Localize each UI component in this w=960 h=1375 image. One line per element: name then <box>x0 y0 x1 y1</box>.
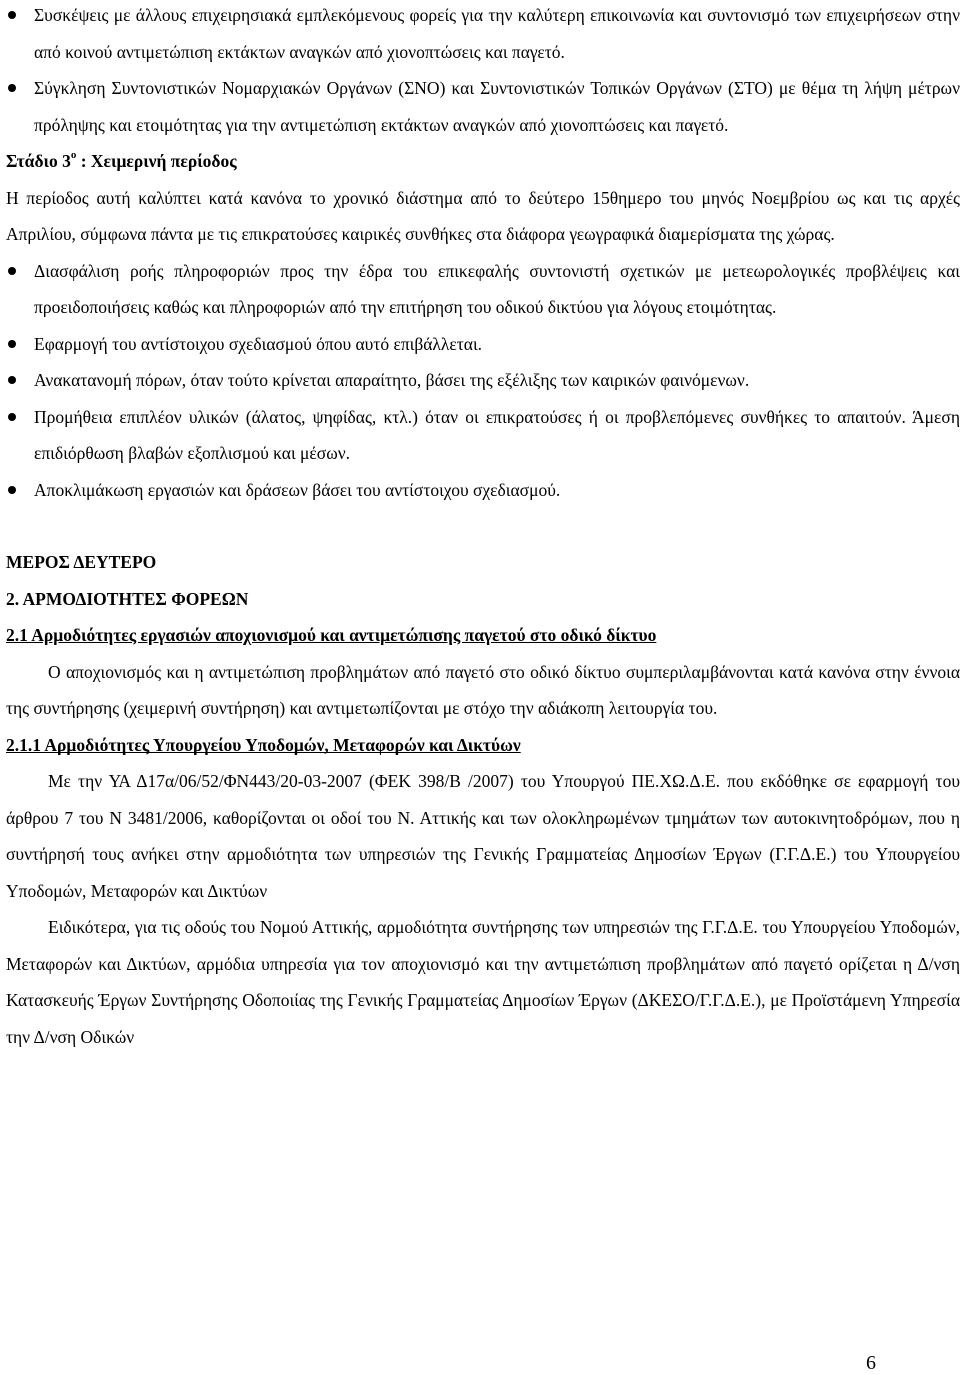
subsubsection-title: 2.1.1 Αρμοδιότητες Υπουργείου Υποδομών, Μεταφορών και Δικτύων <box>6 734 521 755</box>
bullet-dot-icon <box>8 84 16 92</box>
bullet-item <box>6 70 960 143</box>
stage3-intro: Η περίοδος αυτή καλύπτει κατά κανόνα το χρονικό διάστημα από το δεύτερο 15θημερο του μηνός Νοεμβρίου ως και τις αρχές Απριλίου, σύμφωνα πάντα με τις επικρατούσες καιρικές συνθήκες στα διάφορα γεωγραφικά διαμερίσματα της χώρας. <box>6 187 960 244</box>
bullet-text: Ανακατανομή πόρων, όταν τούτο κρίνεται απαραίτητο, βάσει της εξέλιξης των καιρικών φαινόμενων. <box>34 370 750 390</box>
subsection-title: 2.1 Αρμοδιότητες εργασιών αποχιονισμού και αντιμετώπισης παγετού στο οδικό δίκτυο <box>6 625 657 645</box>
bullet-dot-icon <box>8 340 16 348</box>
section-title: 2. ΑΡΜΟΔΙΟΤΗΤΕΣ ΦΟΡΕΩΝ <box>6 588 249 609</box>
bullet-text: Σύγκληση Συντονιστικών Νομαρχιακών Οργάνων (ΣΝΟ) και Συντονιστικών Τοπικών Οργάνων (ΣΤΟ) με θέμα τη λήψη μέτρων πρόληψης και ετοιμότητας για την αντιμετώπιση εκτάκτων αναγκών από χιονοπτώσεις και παγετό. <box>34 78 960 135</box>
document-page <box>6 0 960 1055</box>
bullet-dot-icon <box>8 376 16 384</box>
spacer <box>6 508 960 544</box>
subsubsection-paragraph: Ειδικότερα, για τις οδούς του Νομού Αττικής, αρμοδιότητα συντήρησης των υπηρεσιών της Γ.Γ.Δ.Ε. του Υπουργείου Υποδομών, Μεταφορών και Δικτύων, αρμόδια υπηρεσία για τον αποχιονισμό και την αντιμετώπιση προβλημάτων από παγετό ορίζεται η Δ/νση Κατασκευής Έργων Συντήρησης Οδοποιίας της Γενικής Γραμματείας Δημοσίων Έργων (ΔΚΕΣΟ/Γ.Γ.Δ.Ε.), με Προϊστάμενη Υπηρεσία την Δ/νση Οδικών <box>6 917 960 1047</box>
part-heading: ΜΕΡΟΣ ΔΕΥΤΕΡΟ <box>6 552 157 572</box>
page-number: 6 <box>866 1352 876 1374</box>
bullet-dot-icon <box>8 486 16 494</box>
bullet-dot-icon <box>8 413 16 421</box>
bullet-item <box>6 326 960 363</box>
bullet-dot-icon <box>8 267 16 275</box>
bullet-item <box>6 253 960 326</box>
bullet-text: Εφαρμογή του αντίστοιχου σχεδιασμού όπου αυτό επιβάλλεται. <box>34 333 483 354</box>
bullet-text: Προμήθεια επιπλέον υλικών (άλατος, ψηφίδας, κτλ.) όταν οι επικρατούσες ή οι προβλεπόμενες συνθήκες το απαιτούν. Άμεση επιδιόρθωση βλαβών εξοπλισμού και μέσων. <box>34 406 960 463</box>
bullet-text: Αποκλιμάκωση εργασιών και δράσεων βάσει του αντίστοιχου σχεδιασμού. <box>34 479 561 500</box>
bullet-item <box>6 0 960 70</box>
bullet-dot-icon <box>8 11 16 19</box>
subsection-paragraph: Ο αποχιονισμός και η αντιμετώπιση προβλημάτων από παγετό στο οδικό δίκτυο συμπεριλαμβάνονται κατά κανόνα στην έννοια της συντήρησης (χειμερινή συντήρηση) και αντιμετωπίζονται με στόχο την αδιάκοπη λειτουργία του. <box>6 661 960 718</box>
bullet-text: Συσκέψεις με άλλους επιχειρησιακά εμπλεκόμενους φορείς για την καλύτερη επικοινωνία και συντονισμό των επιχειρήσεων στην από κοινού αντιμετώπιση εκτάκτων αναγκών από χιονοπτώσεις και παγετό. <box>34 5 960 62</box>
stage3-title: Στάδιο $3^o$ : Χειμερινή περίοδος <box>6 149 237 171</box>
subsubsection-paragraph: Με την ΥΑ Δ17α/06/52/ΦΝ443/20-03-2007 (ΦΕΚ 398/Β /2007) του Υπουργού ΠΕ.ΧΩ.Δ.Ε. που εκδόθηκε σε εφαρμογή του άρθρου 7 του Ν 3481/2006, καθορίζονται οι οδοί του Ν. Αττικής και των ολοκληρωμένων τμημάτων των αυτοκινητοδρόμων, που η συντήρησή τους ανήκει στην αρμοδιότητα των υπηρεσιών της Γενικής Γραμματείας Δημοσίων Έργων (Γ.Γ.Δ.Ε.) του Υπουργείου Υποδομών, Μεταφορών και Δικτύων <box>6 771 960 901</box>
bullet-item <box>6 472 960 509</box>
bullet-item <box>6 362 960 399</box>
bullet-text: Διασφάλιση ροής πληροφοριών προς την έδρα του επικεφαλής συντονιστή σχετικών με μετεωρολογικές προβλέψεις και προειδοποιήσεις καθώς και πληροφοριών από την επιτήρηση του οδικού δικτύου για λόγους ετοιμότητας. <box>34 260 960 317</box>
bullet-item <box>6 399 960 472</box>
